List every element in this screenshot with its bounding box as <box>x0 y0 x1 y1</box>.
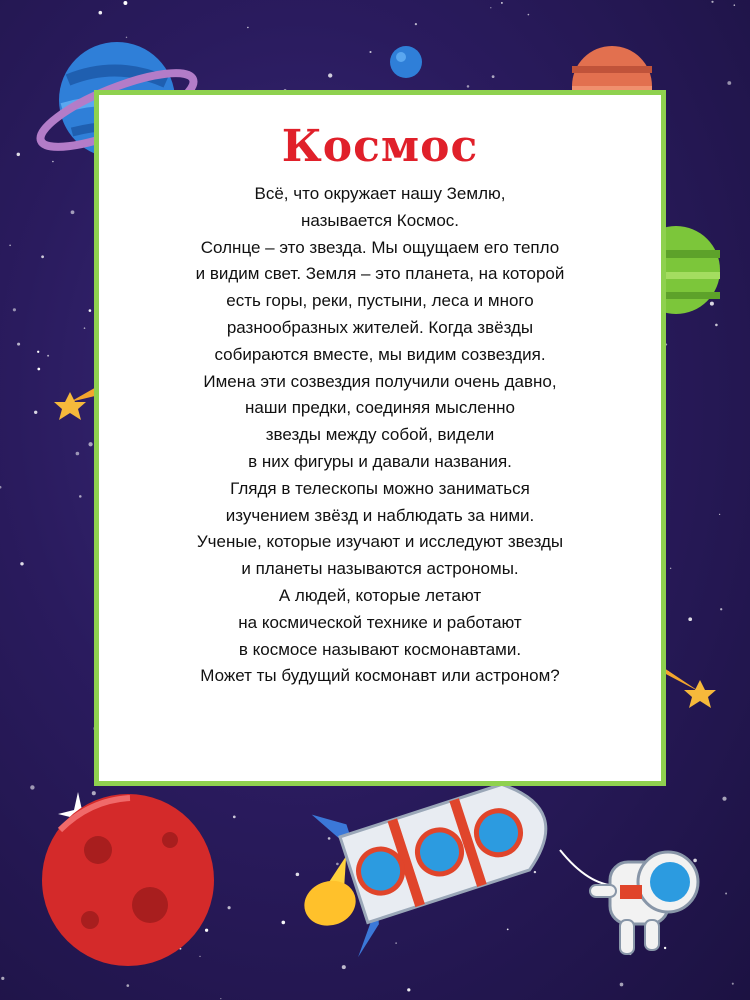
star-dot <box>34 411 37 414</box>
star-dot <box>88 442 92 446</box>
star-dot <box>528 14 530 16</box>
star-dot <box>725 893 727 895</box>
star-dot <box>37 351 39 353</box>
text-line: называется Космос. <box>300 210 460 230</box>
star-dot <box>247 27 248 28</box>
text-line: Солнце – это звезда. Мы ощущаем его тепло <box>200 237 560 257</box>
star-dot <box>336 863 339 866</box>
star-dot <box>407 988 410 991</box>
star-dot <box>467 85 470 88</box>
star-dot <box>507 929 509 931</box>
star-dot <box>534 871 536 873</box>
star-dot <box>727 81 731 85</box>
star-dot <box>328 73 332 77</box>
text-line: и видим свет. Земля – это планета, на которой <box>195 264 565 284</box>
text-line: на космической технике и работают <box>238 612 522 632</box>
star-dot <box>734 4 736 6</box>
star-dot <box>92 791 96 795</box>
star-dot <box>126 984 129 987</box>
star-dot <box>688 617 692 621</box>
star-dot <box>228 906 231 909</box>
star-dot <box>492 75 495 78</box>
star-dot <box>342 965 346 969</box>
star-dot <box>123 1 127 5</box>
star-dot <box>99 11 103 15</box>
star-dot <box>710 302 714 306</box>
star-dot <box>13 308 16 311</box>
text-line: в космосе называют космонавтами. <box>238 639 522 659</box>
text-line: и планеты называются астрономы. <box>241 559 519 579</box>
star-dot <box>501 2 503 4</box>
star-dot <box>233 816 236 819</box>
star-dot <box>205 929 208 932</box>
star-dot <box>41 255 44 258</box>
text-line: есть горы, реки, пустыни, леса и много <box>226 291 534 311</box>
star-dot <box>17 343 20 346</box>
star-dot <box>71 210 75 214</box>
page-title: Космос <box>281 121 479 172</box>
red-planet <box>42 794 214 966</box>
star-dot <box>693 859 697 863</box>
star-dot <box>722 797 726 801</box>
star-dot <box>220 998 221 999</box>
star-dot <box>711 1 713 3</box>
star-dot <box>395 942 396 943</box>
star-dot <box>20 562 23 565</box>
star-dot <box>369 51 371 53</box>
star-dot <box>76 452 80 456</box>
star-dot <box>30 785 34 789</box>
star-dot <box>52 161 54 163</box>
text-line: наши предки, соединяя мысленно <box>245 398 515 418</box>
text-line: Ученые, которые изучают и исследуют звезды <box>196 532 564 552</box>
star-dot <box>9 245 11 247</box>
star-dot <box>37 368 40 371</box>
star-dot <box>328 837 331 840</box>
star-dot <box>490 7 491 8</box>
star-dot <box>720 608 722 610</box>
star-dot <box>296 873 300 877</box>
text-line: изучением звёзд и наблюдать за ними. <box>225 505 535 525</box>
text-line: звезды между собой, видели <box>265 425 495 445</box>
star-dot <box>79 495 82 498</box>
star-dot <box>281 921 285 925</box>
star-dot <box>715 324 718 327</box>
star-dot <box>47 355 49 357</box>
star-dot <box>1 977 4 980</box>
info-card <box>94 90 666 786</box>
star-dot <box>84 327 86 329</box>
star-dot <box>664 947 666 949</box>
text-line: разнообразных жителей. Когда звёзды <box>226 317 534 337</box>
article-text <box>99 181 661 690</box>
text-line: Может ты будущий космонавт или астроном? <box>200 666 560 686</box>
text-line: Глядя в телескопы можно заниматься <box>230 478 530 498</box>
star-dot <box>620 983 624 987</box>
star-dot <box>0 486 1 489</box>
star-dot <box>719 514 720 515</box>
text-line: Всё, что окружает нашу Землю, <box>254 184 506 203</box>
star-dot <box>732 983 734 985</box>
text-line: Имена эти созвездия получили очень давно, <box>203 371 557 391</box>
small-blue-planet <box>390 46 422 78</box>
text-line: в них фигуры и давали названия. <box>248 451 512 471</box>
astronaut <box>560 850 698 954</box>
star-dot <box>89 309 92 312</box>
star-dot <box>670 568 671 569</box>
text-line: А людей, которые летают <box>278 585 482 605</box>
star-dot <box>17 153 20 156</box>
star-dot <box>126 37 127 38</box>
star-dot <box>415 23 417 25</box>
text-line: собираются вместе, мы видим созвездия. <box>214 344 546 364</box>
star-dot <box>199 956 200 957</box>
